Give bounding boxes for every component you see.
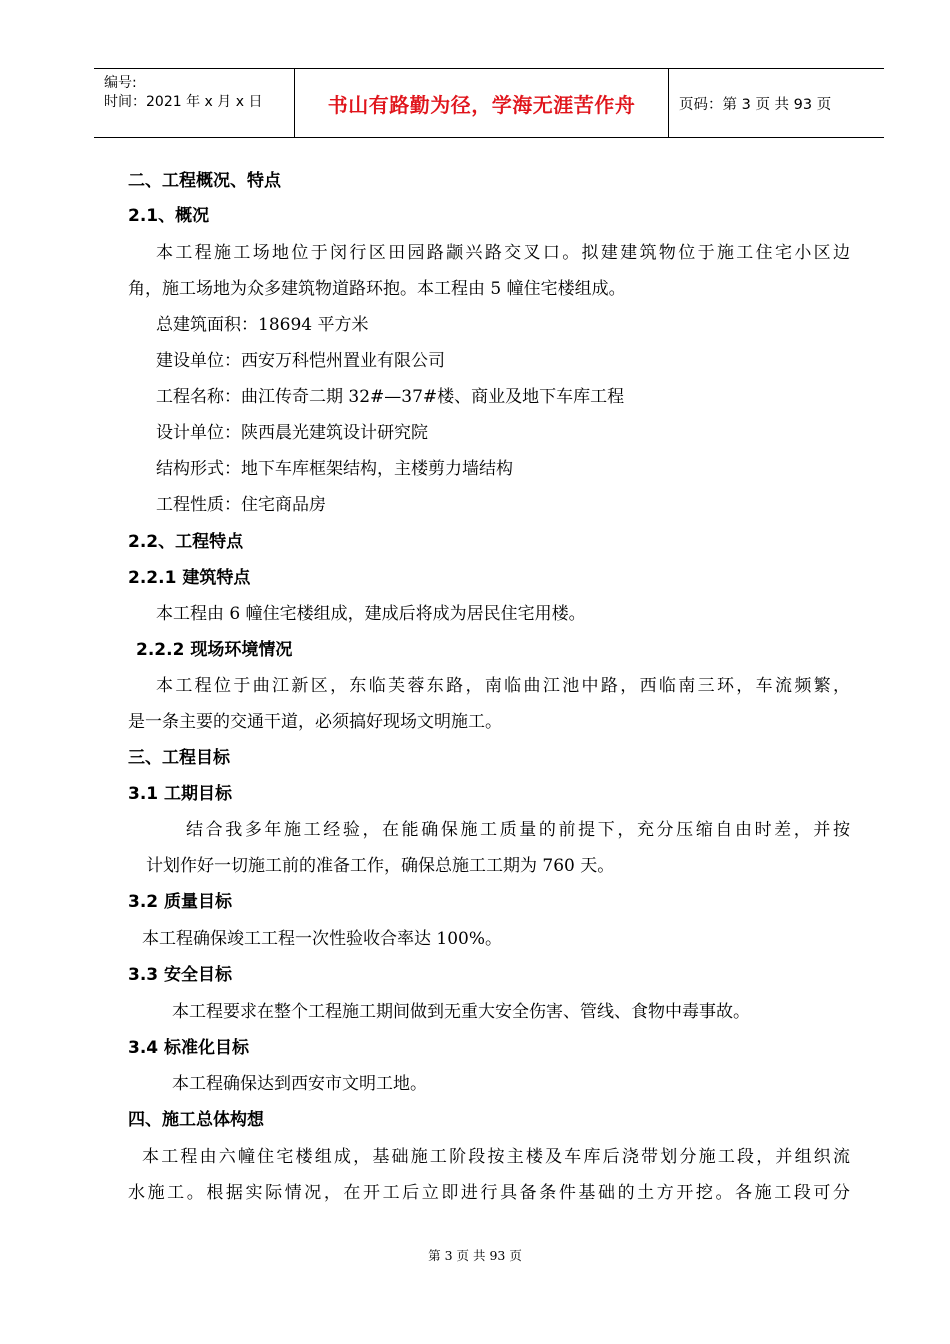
paragraph-line: 计划作好一切施工前的准备工作，确保总施工工期为 760 天。 [146, 856, 615, 876]
paragraph-line: 本工程要求在整个工程施工期间做到无重大安全伤害、管线、食物中毒事故。 [172, 1002, 750, 1022]
document-date-label: 时间：2021 年 x 月 x 日 [104, 94, 263, 110]
info-project-name: 工程名称：曲江传奇二期 32#—37#楼、商业及地下车库工程 [156, 387, 625, 407]
section-heading-3: 三、工程目标 [128, 748, 230, 768]
info-project-nature: 工程性质：住宅商品房 [156, 495, 326, 515]
section-heading-3-2: 3.2 质量目标 [128, 892, 233, 912]
paragraph-line: 本工程由六幢住宅楼组成，基础施工阶段按主楼及车库后浇带划分施工段，并组织流 [142, 1147, 850, 1167]
paragraph-line: 本工程确保达到西安市文明工地。 [172, 1074, 427, 1094]
document-number-label: 编号: [104, 75, 137, 91]
paragraph-line: 水施工。根据实际情况，在开工后立即进行具备条件基础的土方开挖。各施工段可分 [128, 1183, 850, 1203]
section-heading-2-2: 2.2、工程特点 [128, 532, 244, 552]
paragraph-line: 结合我多年施工经验，在能确保施工质量的前提下，充分压缩自由时差，并按 [186, 820, 850, 840]
info-construction-unit: 建设单位：西安万科恺州置业有限公司 [156, 351, 445, 371]
paragraph-line: 角，施工场地为众多建筑物道路环抱。本工程由 5 幢住宅楼组成。 [128, 279, 626, 299]
page-header [94, 68, 884, 138]
section-heading-2-1: 2.1、概况 [128, 206, 210, 226]
paragraph-line: 本工程位于曲江新区，东临芙蓉东路，南临曲江池中路，西临南三环，车流频繁， [156, 676, 850, 696]
section-heading-3-3: 3.3 安全目标 [128, 965, 233, 985]
header-motto: 书山有路勤为径，学海无涯苦作舟 [327, 92, 636, 117]
header-page-info: 页码：第 3 页 共 93 页 [679, 96, 832, 113]
section-heading-3-4: 3.4 标准化目标 [128, 1038, 250, 1058]
paragraph-line: 本工程由 6 幢住宅楼组成，建成后将成为居民住宅用楼。 [156, 604, 586, 624]
info-total-area: 总建筑面积：18694 平方米 [156, 315, 369, 335]
section-heading-3-1: 3.1 工期目标 [128, 784, 233, 804]
header-page-cell [669, 69, 884, 137]
section-heading-2-2-1: 2.2.1 建筑特点 [128, 568, 251, 588]
section-heading-2-2-2: 2.2.2 现场环境情况 [136, 640, 293, 660]
section-heading-4: 四、施工总体构想 [128, 1110, 264, 1130]
header-motto-cell [295, 69, 669, 137]
header-meta-cell [94, 69, 295, 137]
paragraph-line: 本工程确保竣工工程一次性验收合率达 100%。 [142, 929, 503, 949]
page-footer: 第 3 页 共 93 页 [428, 1248, 522, 1263]
paragraph-line: 本工程施工场地位于闵行区田园路颛兴路交叉口。拟建建筑物位于施工住宅小区边 [156, 243, 850, 263]
section-heading-2: 二、工程概况、特点 [128, 171, 281, 191]
info-design-unit: 设计单位：陕西晨光建筑设计研究院 [156, 423, 428, 443]
paragraph-line: 是一条主要的交通干道，必须搞好现场文明施工。 [128, 712, 502, 732]
info-structure-type: 结构形式：地下车库框架结构，主楼剪力墙结构 [156, 459, 513, 479]
